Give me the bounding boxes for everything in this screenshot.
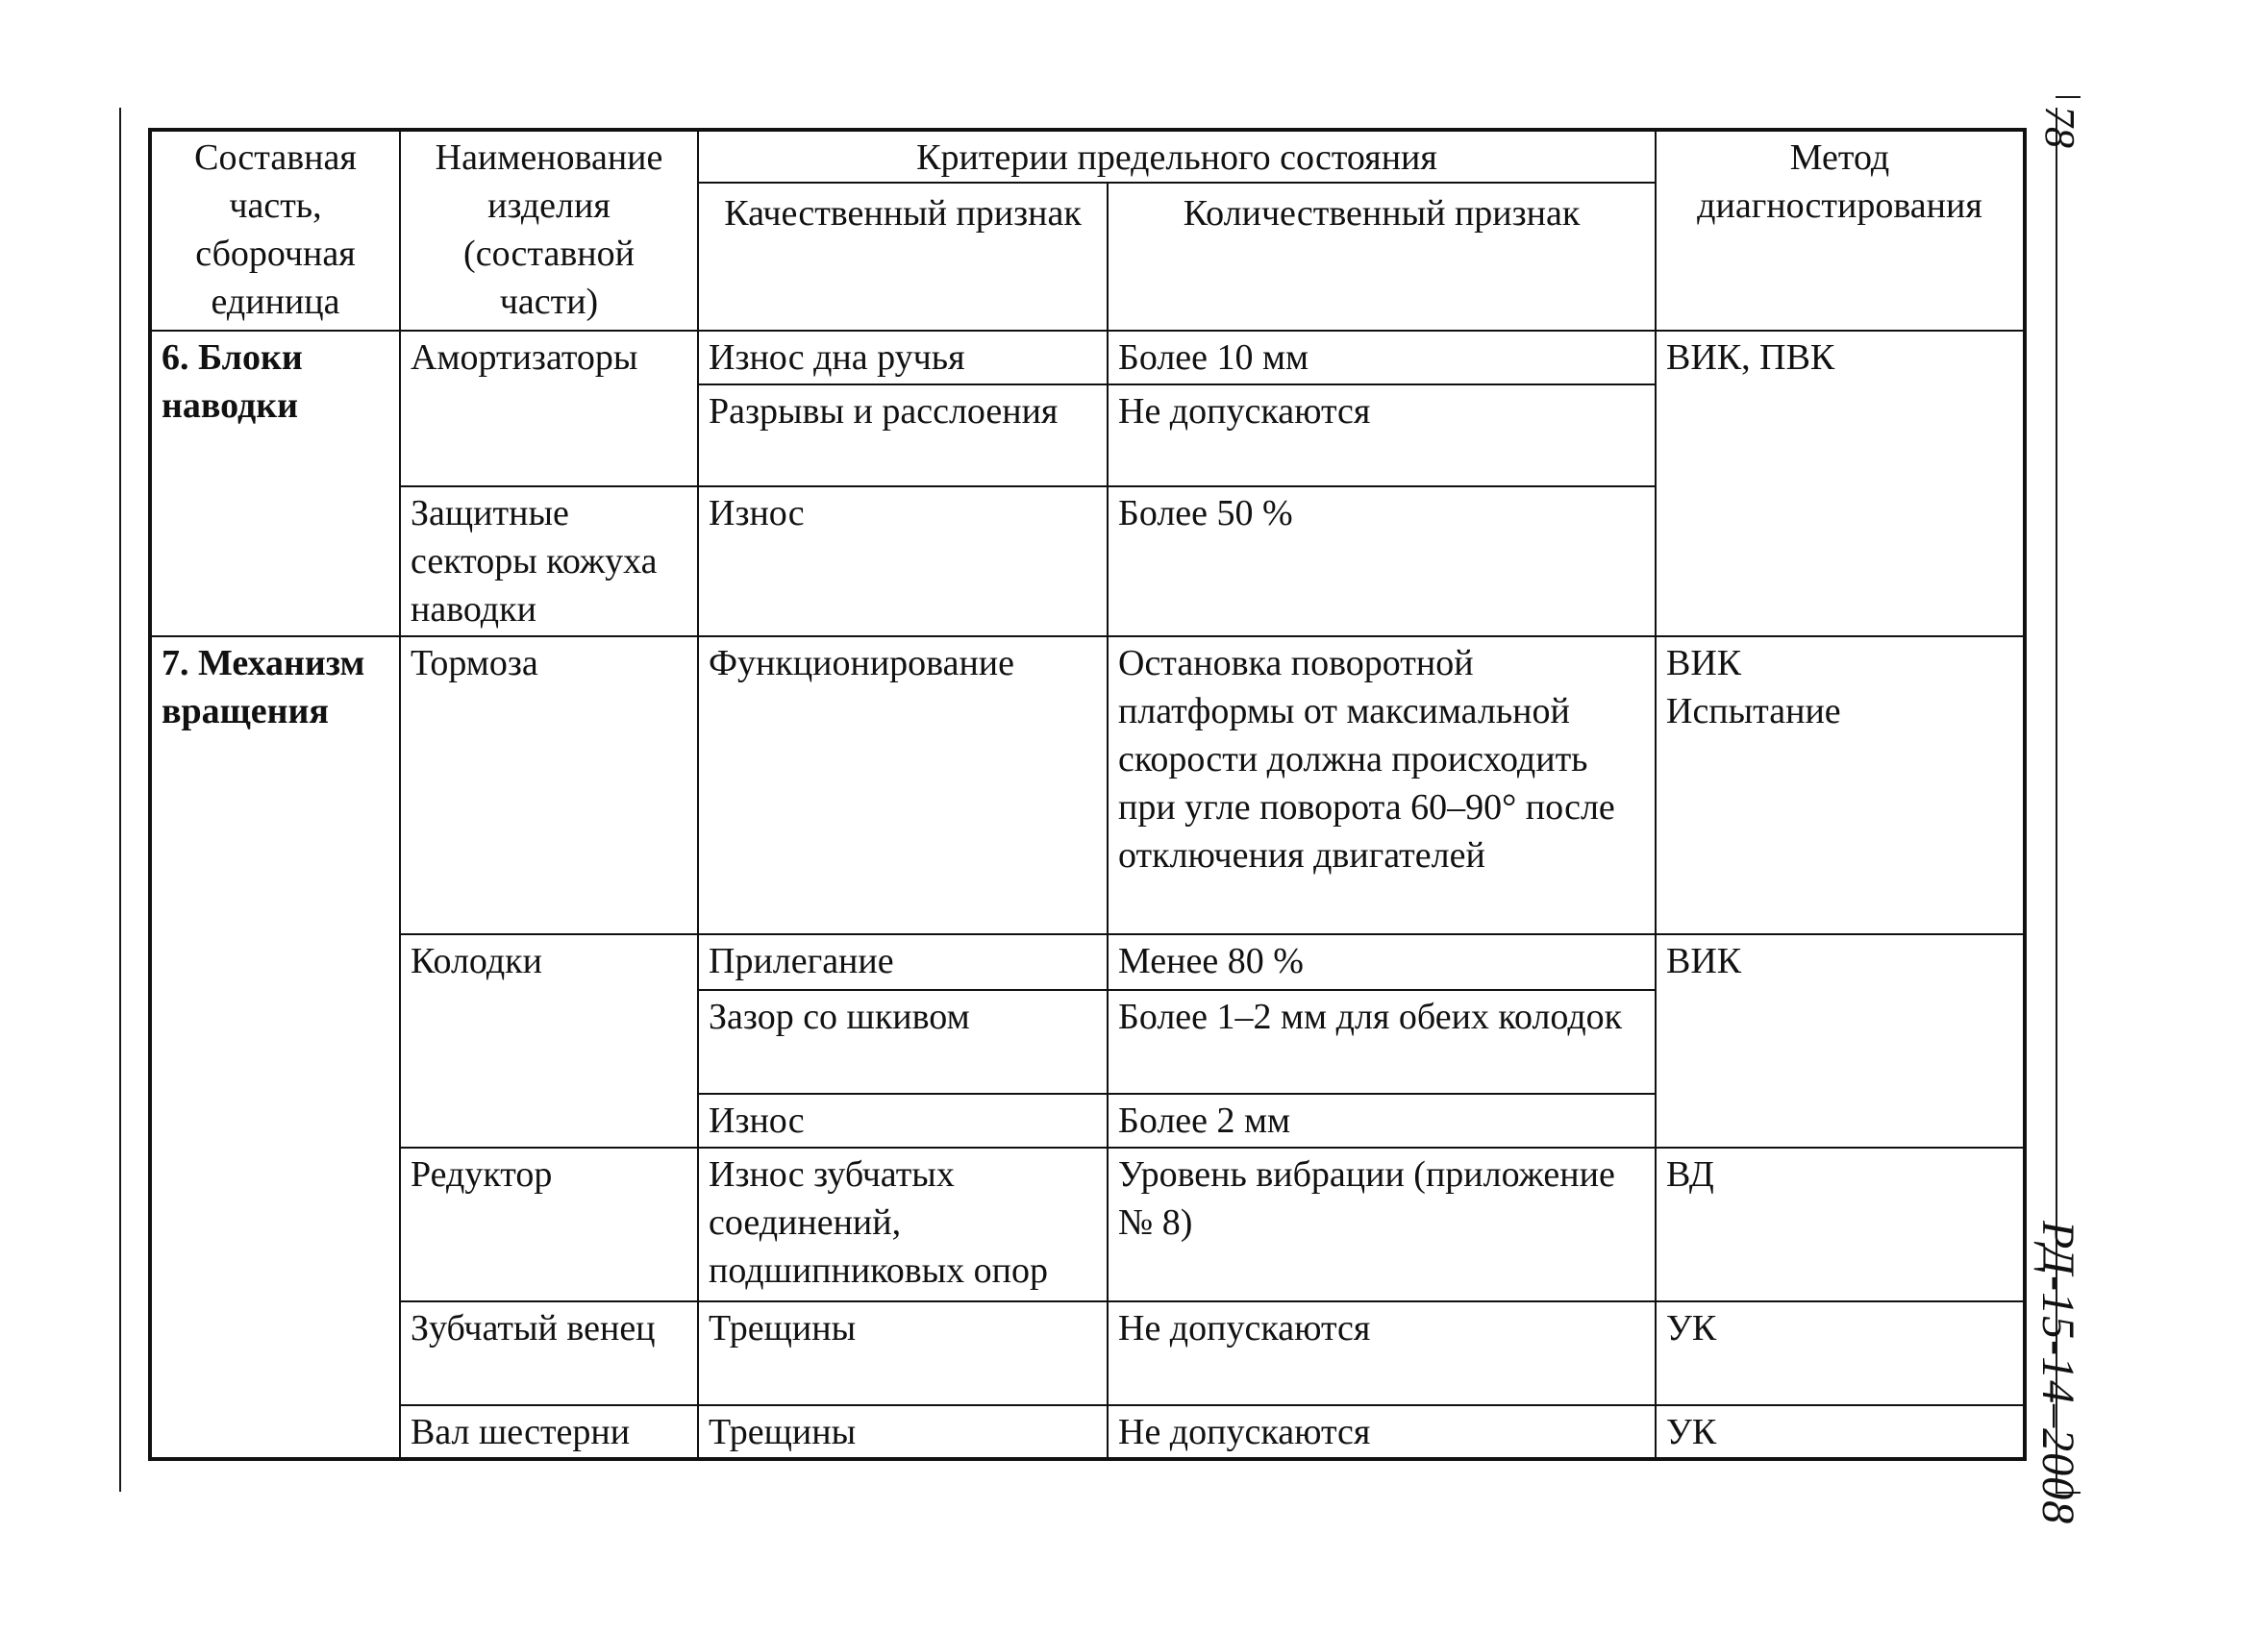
quantitative-cell: Не допускаются <box>1108 1405 1656 1459</box>
item-name: Зубчатый венец <box>400 1301 698 1405</box>
page-number: 78 <box>2036 106 2083 148</box>
qualitative-cell: Износ <box>698 486 1108 636</box>
item-name: Амортизаторы <box>400 331 698 486</box>
item-name: Редуктор <box>400 1148 698 1301</box>
quantitative-cell: Более 10 мм <box>1108 331 1656 384</box>
quantitative-cell: Менее 80 % <box>1108 934 1656 990</box>
qualitative-cell: Трещины <box>698 1405 1108 1459</box>
quantitative-cell: Более 50 % <box>1108 486 1656 636</box>
document-code: РД-15-14–2008 <box>2032 1221 2083 1525</box>
method-cell: УК <box>1656 1301 2025 1405</box>
header-criteria: Критерии предельного состояния <box>698 130 1656 183</box>
quantitative-cell: Остановка поворотной платформы от максимальной скорости должна происходить при угле поворота 60–90° после отключения двигателей <box>1108 636 1656 934</box>
item-name: Колодки <box>400 934 698 1148</box>
method-line: Испытание <box>1666 691 1841 731</box>
header-item: Наименование изделия (составной части) <box>400 130 698 331</box>
left-margin-rule <box>119 108 121 1492</box>
qualitative-cell: Прилегание <box>698 934 1108 990</box>
qualitative-cell: Износ дна ручья <box>698 331 1108 384</box>
method-line: ВИК <box>1666 643 1742 683</box>
criteria-table <box>148 128 2027 1461</box>
method-cell: УК <box>1656 1405 2025 1459</box>
qualitative-cell: Функционирование <box>698 636 1108 934</box>
method-cell: ВИК <box>1656 934 2025 1148</box>
section-title: 6. Блоки наводки <box>150 331 400 636</box>
quantitative-cell: Не допускаются <box>1108 384 1656 486</box>
header-component: Составная часть, сборочная единица <box>150 130 400 331</box>
right-rule-top-tick <box>2056 96 2081 98</box>
qualitative-cell: Износ зубчатых соединений, подшипниковых опор <box>698 1148 1108 1301</box>
method-cell: ВИК, ПВК <box>1656 331 2025 636</box>
qualitative-cell: Разрывы и расслоения <box>698 384 1108 486</box>
qualitative-cell: Трещины <box>698 1301 1108 1405</box>
qualitative-cell: Зазор со шкивом <box>698 990 1108 1094</box>
quantitative-cell: Уровень вибрации (приложение № 8) <box>1108 1148 1656 1301</box>
item-name: Вал шестерни <box>400 1405 698 1459</box>
header-method: Метод диагностирования <box>1656 130 2025 331</box>
quantitative-cell: Более 1–2 мм для обеих колодок <box>1108 990 1656 1094</box>
quantitative-cell: Более 2 мм <box>1108 1094 1656 1148</box>
item-name: Тормоза <box>400 636 698 934</box>
header-quantitative: Количественный признак <box>1108 183 1656 331</box>
section-title: 7. Механизм вращения <box>150 636 400 1459</box>
item-name: Защитные секторы кожуха наводки <box>400 486 698 636</box>
quantitative-cell: Не допускаются <box>1108 1301 1656 1405</box>
qualitative-cell: Износ <box>698 1094 1108 1148</box>
method-cell <box>1656 636 2025 934</box>
method-cell: ВД <box>1656 1148 2025 1301</box>
header-qualitative: Качественный признак <box>698 183 1108 331</box>
